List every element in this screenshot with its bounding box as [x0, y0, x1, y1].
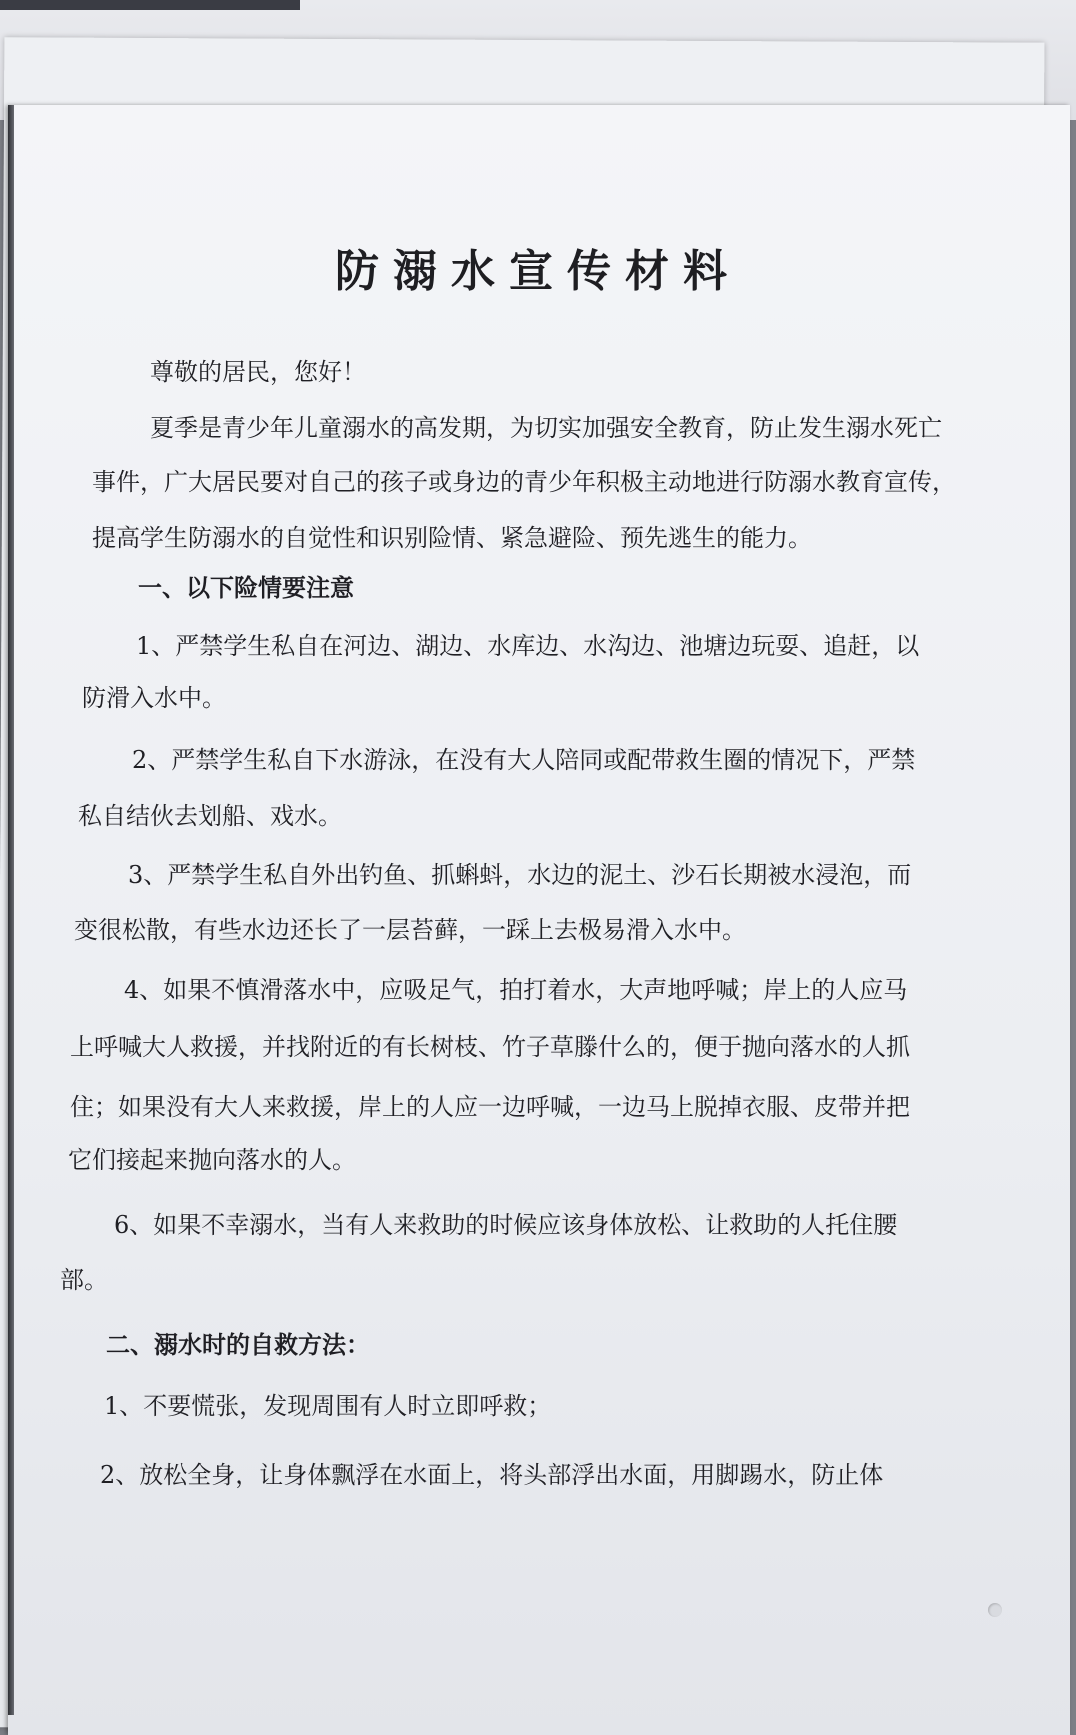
section1-item-line: 防滑入水中。: [82, 684, 226, 712]
intro-line: 提高学生防溺水的自觉性和识别险情、紧急避险、预先逃生的能力。: [92, 524, 812, 552]
greeting: 尊敬的居民，您好！: [150, 358, 366, 386]
section1-item-line: 住；如果没有大人来救援，岸上的人应一边呼喊，一边马上脱掉衣服、皮带并把: [70, 1093, 910, 1121]
section2-item-line: 1、不要慌张，发现周围有人时立即呼救；: [104, 1392, 552, 1420]
section-heading: 二、溺水时的自救方法：: [106, 1330, 370, 1359]
section1-item-line: 部。: [60, 1266, 108, 1294]
page-edge-shadow: [8, 105, 14, 1715]
paper-mark: [988, 1603, 1002, 1617]
section1-item-line: 变很松散，有些水边还长了一层苔藓，一踩上去极易滑入水中。: [74, 916, 746, 944]
section1-item-line: 2、严禁学生私自下水游泳，在没有大人陪同或配带救生圈的情况下，严禁: [132, 746, 916, 774]
intro-line: 事件，广大居民要对自己的孩子或身边的青少年积极主动地进行防溺水教育宣传，: [92, 468, 956, 496]
background-strip: [0, 0, 300, 10]
document-title: 防溺水宣传材料: [335, 246, 741, 297]
section2-item-line: 2、放松全身，让身体飘浮在水面上，将头部浮出水面，用脚踢水，防止体: [100, 1461, 884, 1489]
section1-item-line: 3、严禁学生私自外出钓鱼、抓蝌蚪，水边的泥土、沙石长期被水浸泡，而: [128, 861, 912, 889]
section1-item-line: 它们接起来抛向落水的人。: [68, 1146, 356, 1174]
section1-item-line: 私自结伙去划船、戏水。: [78, 802, 342, 830]
section1-item-line: 4、如果不慎滑落水中，应吸足气，拍打着水，大声地呼喊；岸上的人应马: [124, 976, 908, 1004]
section-heading: 一、以下险情要注意: [138, 573, 354, 602]
section1-item-line: 1、严禁学生私自在河边、湖边、水库边、水沟边、池塘边玩耍、追赶，以: [136, 632, 920, 660]
section1-item-line: 上呼喊大人救援，并找附近的有长树枝、竹子草滕什么的，便于抛向落水的人抓: [70, 1033, 910, 1061]
intro-line: 夏季是青少年儿童溺水的高发期，为切实加强安全教育，防止发生溺水死亡: [150, 414, 942, 442]
section1-item-line: 6、如果不幸溺水，当有人来救助的时候应该身体放松、让救助的人托住腰: [114, 1211, 898, 1239]
